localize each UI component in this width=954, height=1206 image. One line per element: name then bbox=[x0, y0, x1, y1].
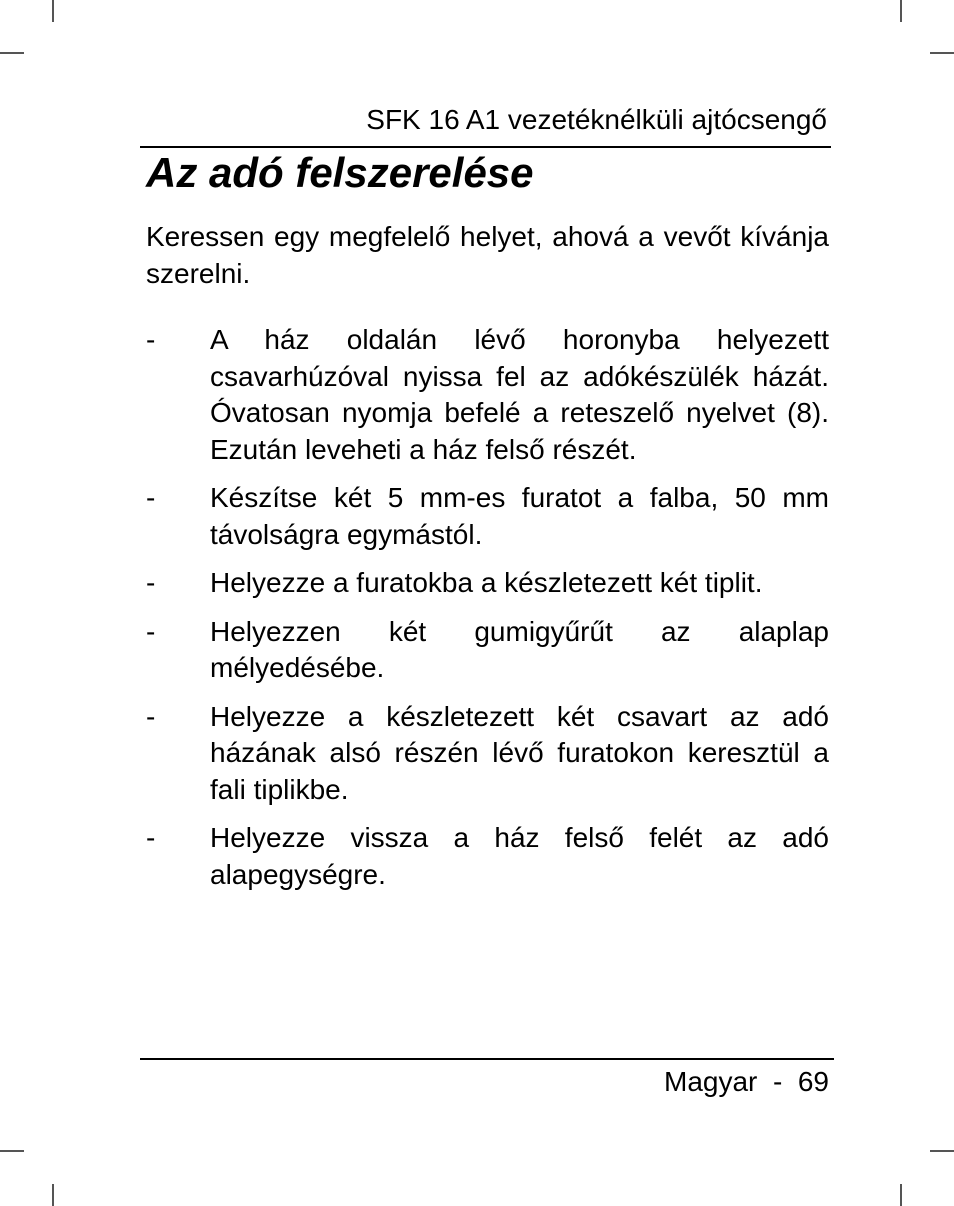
crop-mark-top-left bbox=[52, 0, 54, 22]
intro-paragraph: Keressen egy megfelelő helyet, ahová a vevőt kívánja szerelni. bbox=[146, 221, 829, 289]
crop-mark-bottom-left bbox=[52, 1184, 54, 1206]
list-item bbox=[146, 614, 829, 687]
list-item bbox=[146, 322, 829, 468]
step-text: Helyezzen két gumigyűrűt az alaplap mélyedésébe. bbox=[210, 615, 829, 683]
page-content bbox=[146, 149, 829, 905]
footer-language: Magyar bbox=[664, 1066, 758, 1097]
step-text: Helyezze a készletezett két csavart az adó házának alsó részén lévő furatokon keresztül a fali tiplikbe. bbox=[210, 700, 829, 805]
bullet-dash: - bbox=[146, 700, 156, 732]
crop-mark-right-bottom bbox=[930, 1150, 954, 1152]
bullet-dash: - bbox=[146, 822, 156, 853]
page-number: 69 bbox=[797, 1066, 829, 1097]
list-item bbox=[146, 699, 829, 809]
crop-mark-top-right bbox=[900, 0, 902, 22]
step-text: Helyezze vissza a ház felső felét az adó alapegységre. bbox=[210, 822, 829, 890]
crop-mark-right-top bbox=[930, 52, 954, 54]
header-rule bbox=[140, 146, 831, 148]
bullet-dash: - bbox=[146, 482, 156, 513]
footer-rule bbox=[140, 1058, 834, 1060]
bullet-dash: - bbox=[146, 567, 156, 598]
crop-mark-bottom-right bbox=[900, 1184, 902, 1206]
section-title: Az adó felszerelése bbox=[146, 149, 534, 196]
step-text: Helyezze a furatokba a készletezett két tiplit. bbox=[210, 567, 763, 598]
page-footer bbox=[664, 1064, 829, 1100]
step-text: A ház oldalán lévő horonyba helyezett csavarhúzóval nyissa fel az adókészülék házát. Óvatosan nyomja befelé a reteszelő nyelvet (8). Ezután leveheti a ház felső részét. bbox=[210, 324, 829, 465]
steps-list bbox=[146, 322, 829, 893]
bullet-dash: - bbox=[146, 615, 156, 647]
crop-mark-left-bottom bbox=[0, 1150, 24, 1152]
bullet-dash: - bbox=[146, 324, 156, 355]
crop-mark-left-top bbox=[0, 52, 24, 54]
step-text: Készítse két 5 mm-es furatot a falba, 50 mm távolságra egymástól. bbox=[210, 482, 829, 550]
footer-separator: - bbox=[772, 1066, 783, 1097]
list-item bbox=[146, 820, 829, 893]
list-item bbox=[146, 565, 829, 602]
header-title: SFK 16 A1 vezetéknélküli ajtócsengő bbox=[366, 104, 827, 135]
list-item bbox=[146, 480, 829, 553]
